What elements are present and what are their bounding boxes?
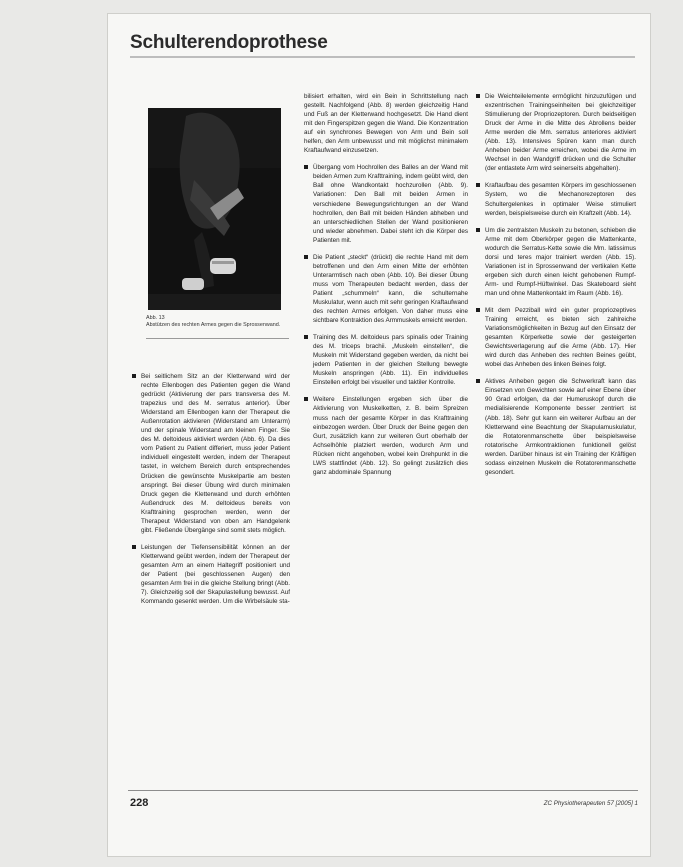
journal-citation: ZC Physiotherapeuten 57 [2005] 1 [543, 800, 638, 807]
bullet-icon [476, 308, 480, 312]
page-title: Schulterendoprothese [130, 32, 328, 53]
figure-caption [146, 315, 286, 329]
bullet-icon [304, 165, 308, 169]
footer-divider [128, 790, 638, 791]
paragraph: Übergang vom Hochrollen des Balles an der Wand mit beiden Armen zum Krafttraining, indem geübt wird, den Ball ohne Wandkontakt hochzurollen (Abb. 9). Variationen: Den Ball mit beiden Armen in verschiedene Bewegungsrichtungen an der Wand hochrollen, den Ball mit beiden Händen abheben und an unterschiedlichen Stellen der Wand positionieren und wieder abnehmen. Dabei steht ich die Körper des Patienten mit. [304, 163, 468, 244]
bullet-icon [304, 397, 308, 401]
bullet-icon [476, 183, 480, 187]
bullet-icon [476, 94, 480, 98]
paragraph: Kraftaufbau des gesamten Körpers im geschlossenen System, wo die Mechanorezeptoren des Schultergelenkes in optimaler Weise stimuliert werden, beispielsweise durch ein Kraftzelt (Abb. 14). [476, 181, 636, 217]
paragraph: Leistungen der Tiefensensibilität können an der Kletterwand geübt werden, indem der Therapeut der gesamten Arm an einem Haltegriff positioniert und der Patient (bei geschlossenen Augen) den gesamten Arm frei in die gleiche Stellung bringt (Abb. 7). Gleichzeitig soll der Skapulastellung bewusst. Auf Kommando gesenkt werden. Um die Wirbelsäule sta- [132, 543, 290, 606]
page-number: 228 [130, 797, 149, 809]
caption-text: Abstützen des rechten Armes gegen die Sprossenwand. [146, 322, 281, 328]
caption-divider [146, 338, 289, 339]
paragraph: Weitere Einstellungen ergeben sich über die Aktivierung von Muskelketten, z. B. beim Spreizen muss nach der gesamte Körper in das Krafttraining einbezogen werden. Über Druck der Beine gegen den Gurt, zusätzlich kann zur weiteren Gurt oberhalb der Achselhöhle platziert werden, wodurch Arm und Rücken nicht angehoben, wobei kein Drehpunkt in die LWS stattfindet (Abb. 12). So gelingt zusätzlich dies ganz abdominale Spannung [304, 395, 468, 476]
text-column-1 [132, 372, 290, 614]
figure-photo [148, 108, 281, 310]
paragraph: Die Patient „steckt“ (drückt) die rechte Hand mit dem betroffenen und den Arm einen Mitte der erhöhten Unterarmtisch nach oben (Abb. 10). Bei dieser Übung muss vom Therapeuten bedacht werden, dass der Patient „schummeln“ kann, die schulternahe Muskulatur, wenn auch mit sehr geringen Kraftaufwand des rechten Armes erfolgen. Von daher muss eine sichtbare Kontraktion des Armmuskels erreicht werden. [304, 253, 468, 325]
bullet-icon [304, 335, 308, 339]
bullet-icon [476, 228, 480, 232]
bullet-icon [476, 379, 480, 383]
paragraph: Die Weichteilelemente ermöglicht hinzuzufügen und exzentrischen Trainingseinheiten bei gleichzeitiger Stimulierung der Propriozeptoren. Durch beidseitigen Druck der Arme in die Mitte des Abrollens beider Arme werden die Mm. serratus anteriores aktiviert (Abb. 13). Intensives Spüren kann man durch Anheben beider Arme erreichen, wobei die Arme im Wechsel in den Wandgriff drücken und die Schulter (der entlastete Arm wird seinerseits abgehalten). [476, 92, 636, 173]
text-column-2 [304, 92, 468, 485]
bullet-icon [132, 374, 136, 378]
paragraph: Bei seitlichem Sitz an der Kletterwand wird der rechte Ellenbogen des Patienten gegen die Wand gedrückt (Aktivierung der pars transversa des M. trapezius und des M. serratus anterior). Über Widerstand am Ellenbogen kann der Therapeut die Außenrotation aktivieren (Widerstand am Unterarm) und der spinale Widerstand am kleinen Finger. Sie des M. deltoideus aktiviert werden (Abb. 6). Da dies vom Patient zu Patient differiert, muss jeder Patient individuell eingestellt werden, indem der Therapeut tastet, in welchem Bereich durch entsprechendes Drücken die gewünschte Muskelpartie am besten anspringt. Bei dieser Übung wird durch minimalen Druck gegen die Kletterwand und durch erhöhten Außendruck des M. deltoideus bereits von Krafttraining gesprochen werden, wenn der Therapeut Widerstand von oben am Handgelenk gibt. Fließende Übergänge sind somit stets möglich. [132, 372, 290, 535]
paragraph: Mit dem Pezziball wird ein guter propriozeptives Training erreicht, es bieten sich zahlreiche Variationsmöglichkeiten in Bezug auf den Einsatz der gesamten Körperkette sowie der gesteigerten Gewichtsverlagerung auf die Arme (Abb. 17). Hier wird durch das Anheben des rechten Beines geübt, wobei das Anheben des linken Beines folgt. [476, 306, 636, 369]
paragraph: bilisiert erhalten, wird ein Bein in Schrittstellung nach gestellt. Nachfolgend (Abb. 8) werden gleichzeitig Hand und Fuß an der Kletterwand hochgesetzt. Die Hand dient mit den Fingerspitzen gegen die Wand. Die Konzentration auf ein synchrones Bewegen von Arm und Bein soll helfen, den Arm unbewusst und mit möglichst minimalem Kraftaufwand einzusetzen. [304, 93, 468, 155]
caption-number: Abb. 13 [146, 315, 165, 321]
paragraph: Aktives Anheben gegen die Schwerkraft kann das Einsetzen von Gewichten sowie auf einer Ebene über 90 Grad erfolgen, da der Humeruskopf durch die medialisierende Komponente besser zentriert ist (Abb. 18). Sehr gut kann ein weiterer Aufbau an der Kletterwand eine Beachtung der Skapulamuskulatur, die Rotatorenmanschette über beispielsweise rotatorische Armkontraktionen funktionell gelöst werden. Darüber hinaus ist ein Training der Kräftigen sodass einzelnen Muskeln die Rotatorenmanschette gesondert. [476, 377, 636, 477]
text-column-3 [476, 92, 636, 485]
paragraph: Training des M. deltoideus pars spinalis oder Training des M. triceps brachii. „Muskeln einstellen“, die Muskeln mit Widerstand gegeben werden, da nicht bei jedem Patienten in der gleichen Stellung bewegte Muskeln anspringen (Abb. 11). Ein individuelles Einstellen erfolgt bei visueller und taktiler Kontrolle. [304, 333, 468, 387]
bullet-icon [132, 545, 136, 549]
paragraph: Um die zentralsten Muskeln zu betonen, schieben die Arme mit dem Oberkörper gegen die Mattenkante, wodurch die Serratus-Kette sowie die Mm. latissimus dorsi und teres major trainiert werden (Abb. 15). Variationen ist in Sprossenwand der vertikalen Kette ergeben sich durch einen leicht gehobenen Rumpf-Arm- und Rumpf-Hüftwinkel. Das Skateboard sieht man und ohne Mattenkontakt im Raum (Abb. 16). [476, 226, 636, 298]
title-divider [130, 56, 635, 58]
photo-image [148, 108, 281, 310]
bullet-icon [304, 255, 308, 259]
